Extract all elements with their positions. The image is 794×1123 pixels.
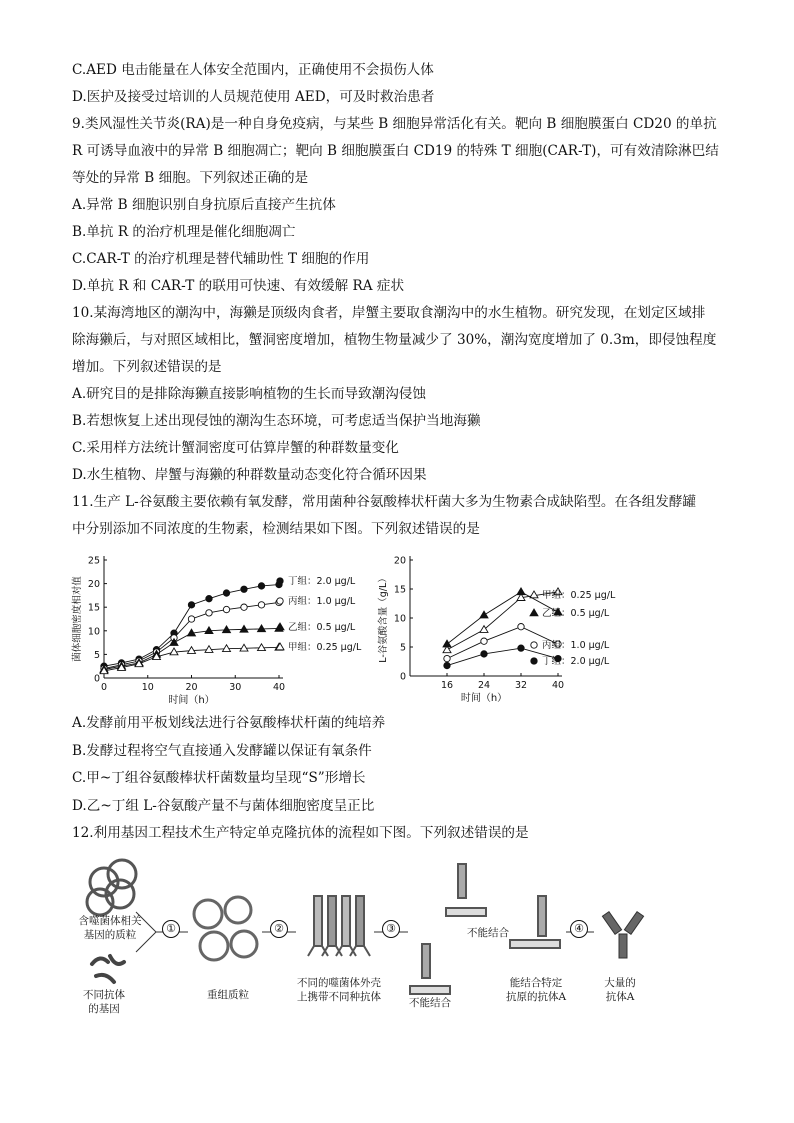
y-tick-label: 20 (87, 579, 100, 591)
data-point (517, 588, 525, 595)
text-line: 等处的异常 B 细胞。下列叙述正确的是 (72, 170, 309, 186)
data-point (276, 623, 284, 630)
data-point (240, 625, 248, 632)
text-line: 增加。下列叙述错误的是 (72, 359, 222, 375)
y-tick-label: 10 (393, 613, 406, 625)
data-point (206, 596, 212, 602)
x-tick-label: 40 (272, 682, 286, 693)
text-line: B.发酵过程将空气直接通入发酵罐以保证有氧条件 (72, 742, 372, 759)
text-line: A.发酵前用平板划线法进行谷氨酸棒状杆菌的纯培养 (72, 715, 386, 731)
data-point (444, 662, 450, 668)
data-point (531, 658, 537, 664)
plasmid-cluster-icon (87, 860, 136, 915)
text-line: C.AED 电击能量在人体安全范围内，正确使用不会损伤人体 (72, 62, 434, 78)
text-line: 中分别添加不同浓度的生物素，检测结果如下图。下列叙述错误的是 (72, 521, 480, 537)
data-point (518, 645, 524, 651)
step-4-marker: ④ (570, 920, 588, 938)
legend-label: 丁组：2.0 μg/L (542, 656, 610, 667)
data-point (443, 640, 451, 647)
y-tick-label: 10 (87, 626, 100, 638)
x-tick-label: 16 (440, 680, 454, 691)
antibody-icon (602, 912, 643, 958)
x-axis-label: 时间（h） (460, 693, 508, 704)
recombinant-plasmid-icon (194, 897, 257, 960)
text-line: 10.某海湾地区的潮沟中，海獭是顶级肉食者，岸蟹主要取食潮沟中的水生植物。研究发现，在划定区域排 (72, 305, 706, 321)
glutamate-content-chart (372, 552, 662, 712)
text-line: R 可诱导血液中的异常 B 细胞凋亡；靶向 B 细胞膜蛋白 CD19 的特殊 T 细胞(CAR-T)，可有效清除淋巴结 (72, 143, 719, 159)
x-tick-label: 0 (100, 682, 108, 693)
data-point (240, 644, 248, 651)
data-point (206, 610, 212, 616)
step-3-marker: ③ (382, 920, 400, 938)
series-line (104, 585, 279, 667)
cannot-bind-label-2: 不能结合 (409, 997, 451, 1009)
cell-density-chart (70, 552, 370, 712)
legend-label: 丙组：1.0 μg/L (542, 640, 610, 651)
text-line: C.采用样方法统计蟹洞密度可估算岸蟹的种群数量变化 (72, 440, 399, 456)
data-point (481, 638, 487, 644)
data-point (188, 616, 194, 622)
y-tick-label: 20 (393, 555, 406, 567)
text-line: D.医护及接受过培训的人员规范使用 AED，可及时救治患者 (72, 89, 435, 105)
x-tick-label: 30 (229, 682, 242, 693)
text-line: C.CAR-T 的治疗机理是替代辅助性 T 细胞的作用 (72, 251, 370, 267)
step-1-marker: ① (162, 920, 180, 938)
data-point (258, 625, 266, 632)
y-tick-label: 0 (93, 673, 100, 685)
data-point (480, 611, 488, 618)
data-point (531, 642, 537, 648)
y-axis-label: 菌体细胞密度相对值 (72, 576, 83, 662)
antibody-production-diagram (70, 852, 650, 1027)
x-tick-label: 24 (477, 680, 491, 691)
text-line: A.异常 B 细胞识别自身抗原后直接产生抗体 (72, 197, 336, 213)
phage-icon (308, 896, 370, 956)
x-tick-label: 20 (185, 682, 198, 693)
text-line: B.若想恢复上述出现侵蚀的潮沟生态环境，可考虑适当保护当地海獭 (72, 413, 481, 429)
y-tick-label: 0 (399, 671, 406, 683)
legend-label: 丙组：1.0 μg/L (288, 596, 356, 607)
legend-label: 甲组：0.25 μg/L (542, 590, 616, 601)
data-point (258, 644, 266, 651)
data-point (258, 583, 264, 589)
data-point (223, 626, 231, 633)
text-line: 11.生产 L-谷氨酸主要依赖有氧发酵，常用菌种谷氨酸棒状杆菌大多为生物素合成缺陷型。在各组发酵罐 (72, 494, 697, 510)
data-point (241, 586, 247, 592)
x-tick-label: 10 (141, 682, 154, 693)
text-line: D.水生植物、岸蟹与海獭的种群数量动态变化符合循环因果 (72, 467, 427, 483)
text-line: 9.类风湿性关节炎(RA)是一种自身免疫病，与某些 B 细胞异常活化有关。靶向 B 细胞膜蛋白 CD20 的单抗 (72, 116, 717, 132)
legend-label: 乙组：0.5 μg/L (542, 608, 610, 619)
text-line: D.单抗 R 和 CAR-T 的联用可快速、有效缓解 RA 症状 (72, 278, 405, 294)
y-tick-label: 15 (87, 602, 100, 614)
x-tick-label: 32 (514, 680, 528, 691)
data-point (258, 602, 264, 608)
antibody-a-label: 大量的 抗体A (604, 977, 636, 1003)
step-2-marker: ② (270, 920, 288, 938)
y-tick-label: 15 (393, 584, 406, 596)
text-line: 除海獭后，与对照区域相比，蟹洞密度增加，植物生物量减少了 30%，潮沟宽度增加了 0.3m，即侵蚀程度 (72, 332, 717, 348)
legend-label: 乙组：0.5 μg/L (288, 622, 356, 633)
can-bind-label: 能结合特定 抗原的抗体A (505, 977, 567, 1003)
y-tick-label: 5 (93, 649, 100, 661)
text-line: B.单抗 R 的治疗机理是催化细胞凋亡 (72, 224, 296, 240)
recombinant-plasmid-label: 重组质粒 (207, 989, 249, 1001)
y-axis-label: L-谷氨酸含量（g/L） (378, 573, 389, 663)
data-point (223, 645, 231, 652)
data-point (188, 602, 194, 608)
data-point (530, 591, 538, 598)
data-point (277, 598, 283, 604)
phage-label: 不同的噬菌体外壳 上携带不同种抗体 (297, 977, 381, 1003)
gene-label: 不同抗体 的基因 (83, 989, 125, 1015)
legend-label: 甲组：0.25 μg/L (288, 642, 362, 653)
data-point (481, 651, 487, 657)
antibody-gene-icon (92, 956, 124, 982)
y-tick-label: 25 (87, 555, 100, 567)
data-point (530, 609, 538, 616)
cannot-bind-label-1: 不能结合 (467, 927, 509, 939)
plasmid-label: 含噬菌体相关 基因的质粒 (78, 915, 142, 941)
y-tick-label: 5 (399, 642, 406, 654)
data-point (444, 655, 450, 661)
x-axis-label: 时间（h） (168, 695, 215, 706)
text-line: C.甲~丁组谷氨酸棒状杆菌数量均呈现“S”形增长 (72, 770, 366, 787)
data-point (223, 606, 229, 612)
data-point (277, 578, 283, 584)
text-line: D.乙~丁组 L-谷氨酸产量不与菌体细胞密度呈正比 (72, 797, 375, 814)
data-point (518, 624, 524, 630)
x-tick-label: 40 (551, 680, 565, 691)
data-point (241, 604, 247, 610)
legend-label: 丁组：2.0 μg/L (288, 576, 356, 587)
text-line: A.研究目的是排除海獭直接影响植物的生长而导致潮沟侵蚀 (72, 386, 426, 402)
data-point (223, 590, 229, 596)
text-line: 12.利用基因工程技术生产特定单克隆抗体的流程如下图。下列叙述错误的是 (72, 825, 529, 842)
